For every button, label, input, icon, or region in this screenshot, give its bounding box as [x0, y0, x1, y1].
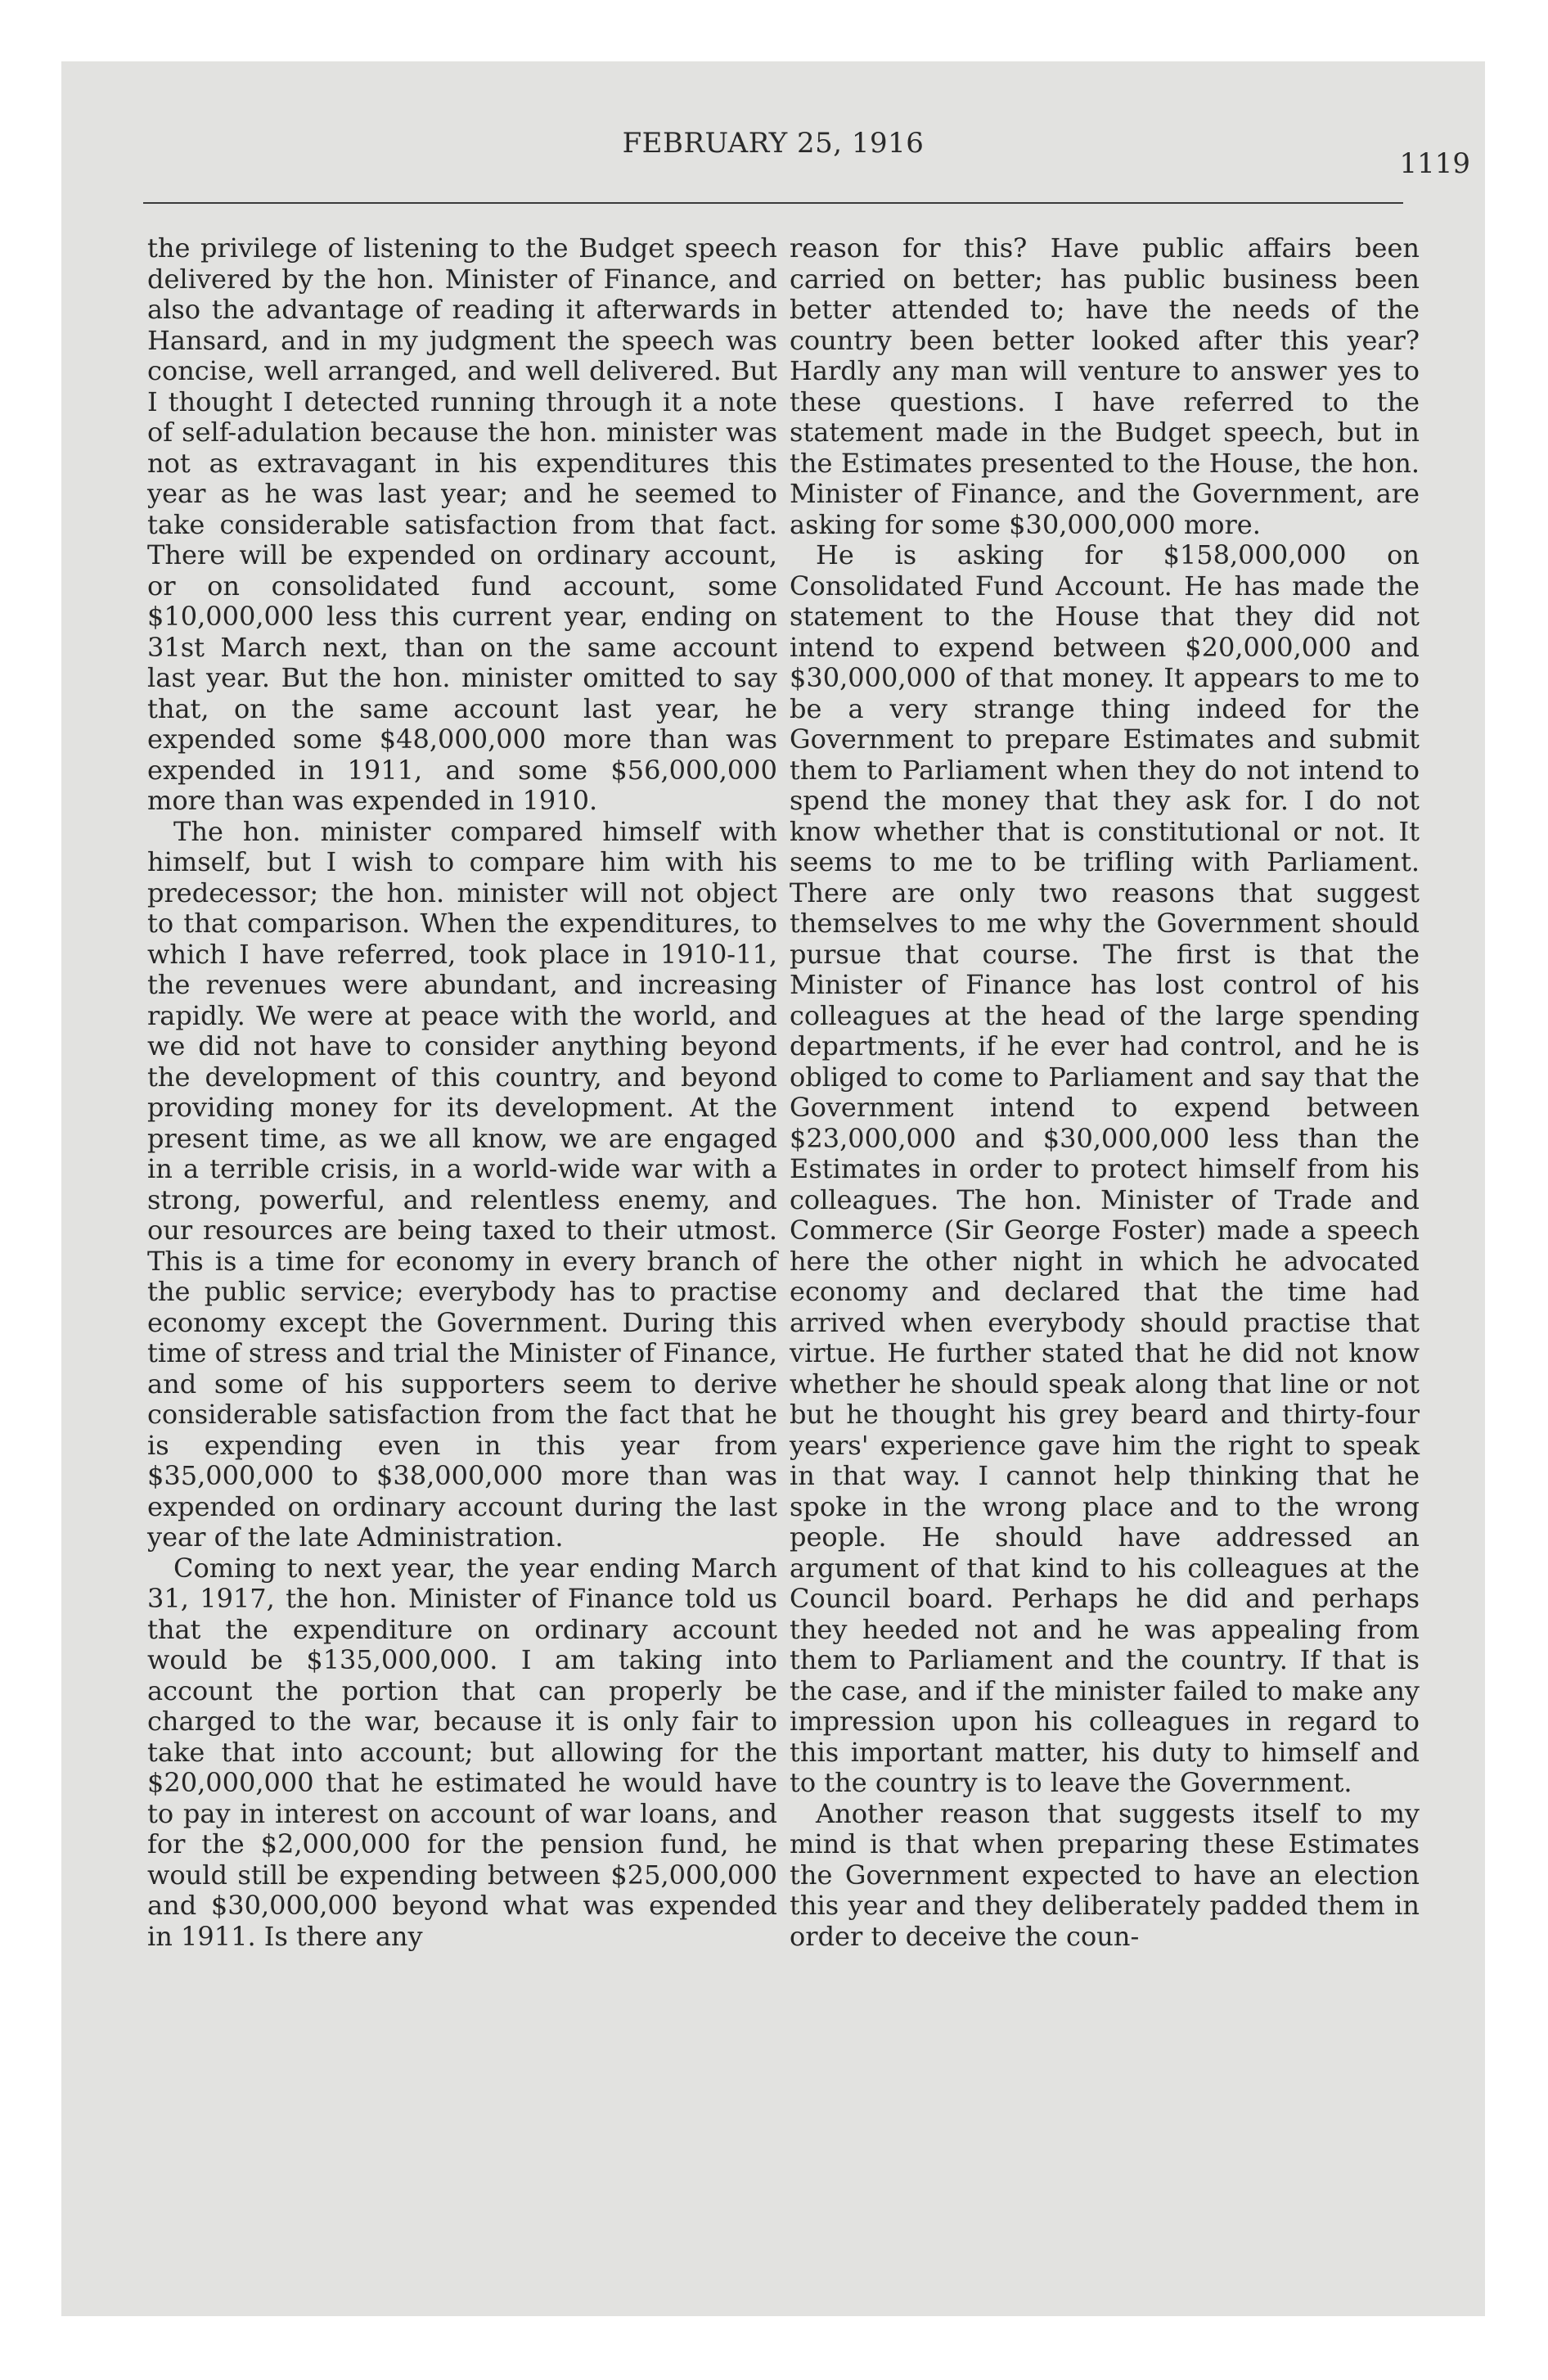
right-paragraph-1: reason for this? Have public affairs been carried on better; has public business been better attended to; have the needs of the country been better looked after this year? Hardly any man will venture to answer yes to these questions. I have referred to the statement made in the Budget speech, but in the Estimates presented to the House, the hon. Minister of Finance, and the Government, are asking for some $30,000,000 more. — [790, 232, 1420, 540]
header-rule — [143, 202, 1403, 204]
page-number: 1119 — [1399, 147, 1470, 180]
right-paragraph-2: He is asking for $158,000,000 on Consolidated Fund Account. He has made the statement to the House that they did not intend to expend between $20,000,000 and $30,000,000 of that money. It appears to me to be a very strange thing indeed for the Government to prepare Estimates and submit them to Parliament when they do not intend to spend the money that they ask for. I do not know whether that is constitutional or not. It seems to me to be trifling with Parliament. There are only two reasons that suggest themselves to me why the Government should pursue that course. The first is that the Minister of Finance has lost control of his colleagues at the head of the large spending departments, if he ever had control, and he is obliged to come to Parliament and say that the Government intend to expend between $23,000,000 and $30,000,000 less than the Estimates in order to protect himself from his colleagues. The hon. Minister of Trade and Commerce (Sir George Foster) made a speech here the other night in which he advocated economy and declared that the time had arrived when everybody should practise that virtue. He further stated that he did not know whether he should speak along that line or not but he thought his grey beard and thirty-four years' experience gave him the right to speak in that way. I cannot help thinking that he spoke in the wrong place and to the wrong people. He should have addressed an argument of that kind to his colleagues at the Council board. Perhaps he did and perhaps they heeded not and he was appealing from them to Parliament and the country. If that is the case, and if the minister failed to make any impression upon his colleagues in regard to this important matter, his duty to himself and to the country is to leave the Government. — [790, 539, 1420, 1798]
left-column — [147, 233, 777, 1952]
left-paragraph-3: Coming to next year, the year ending March 31, 1917, the hon. Minister of Finance told us that the expenditure on ordinary account would be $135,000,000. I am taking into account the portion that can properly be charged to the war, because it is only fair to take that into account; but allowing for the $20,000,000 that he estimated he would have to pay in interest on account of war loans, and for the $2,000,000 for the pension fund, he would still be expending between $25,000,000 and $30,000,000 beyond what was expended in 1911. Is there any — [147, 1552, 777, 1952]
right-paragraph-3: Another reason that suggests itself to my mind is that when preparing these Estimates the Government expected to have an election this year and they deliberately padded them in order to deceive the coun- — [790, 1797, 1420, 1952]
right-column — [790, 233, 1420, 1952]
scanned-page — [61, 61, 1485, 2316]
left-paragraph-2: The hon. minister compared himself with himself, but I wish to compare him with his predecessor; the hon. minister will not object to that comparison. When the expenditures, to which I have referred, took place in 1910-11, the revenues were abundant, and increasing rapidly. We were at peace with the world, and we did not have to consider anything beyond the development of this country, and beyond providing money for its development. At the present time, as we all know, we are engaged in a terrible crisis, in a world-wide war with a strong, powerful, and relentless enemy, and our resources are being taxed to their utmost. This is a time for economy in every branch of the public service; everybody has to practise economy except the Government. During this time of stress and trial the Minister of Finance, and some of his supporters seem to derive considerable satisfaction from the fact that he is expending even in this year from $35,000,000 to $38,000,000 more than was expended on ordinary account during the last year of the late Administration. — [147, 815, 777, 1553]
page-date-header: FEBRUARY 25, 1916 — [622, 127, 925, 160]
left-paragraph-1: the privilege of listening to the Budget speech delivered by the hon. Minister of Finance, and also the advantage of reading it afterwards in Hansard, and in my judgment the speech was concise, well arranged, and well delivered. But I thought I detected running through it a note of self-adulation because the hon. minister was not as extravagant in his expenditures this year as he was last year; and he seemed to take considerable satisfaction from that fact. There will be expended on ordinary account, or on consolidated fund account, some $10,000,000 less this current year, ending on 31st March next, than on the same account last year. But the hon. minister omitted to say that, on the same account last year, he expended some $48,000,000 more than was expended in 1911, and some $56,000,000 more than was expended in 1910. — [147, 232, 777, 816]
